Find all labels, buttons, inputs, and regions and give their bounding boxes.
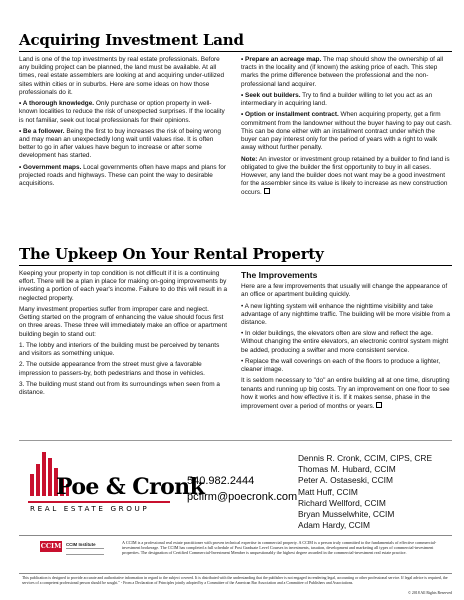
article1-right-column: [241, 56, 452, 201]
a2-right-para-3: • Replace the wall coverings on each of the floors to produce a lighter, cleaner image.: [241, 357, 441, 374]
a1-left-para-1: • A thorough knowledge. Only purchase or option property in well-known localities to reduce the risk of unexpected surprises. If the locality is not familiar, seek out local professionals for their opinions.: [19, 100, 225, 124]
agent-name: Peter A. Ostaseski, CCIM: [298, 475, 393, 486]
article1-title: Acquiring Investment Land: [19, 31, 244, 49]
a2-right-para-0: Here are a few improvements that usually will change the appearance of an office or apartment building quickly.: [241, 283, 448, 299]
article2-title: The Upkeep On Your Rental Property: [19, 245, 324, 263]
article1-left-column: [19, 56, 230, 191]
article2-right-column: [241, 270, 452, 414]
agent-name: Matt Huff, CCIM: [298, 486, 358, 497]
end-mark-icon: [264, 188, 270, 194]
a1-right-para-3: Note: An investor or investment group retained by a builder to find land is obligated to give the builder the first opportunity to buy in all cases. However, any land the builder does not want may be a good investment for the assembler since its value is likely to increase as new construction occurs.: [241, 155, 450, 197]
copyright-text: © 2018 All Rights Reserved: [407, 591, 452, 595]
agent-name: Dennis R. Cronk, CCIM, CIPS, CRE: [298, 453, 433, 463]
a2-left-para-0: Keeping your property in top condition is not difficult if it is a continuing effort. There will be a plan in place for making on-going improvements by investing a portion of each year's income. Failure to do this will result in a neglected property.: [19, 270, 228, 302]
agent-name: Bryan Musselwhite, CCIM: [298, 509, 395, 520]
company-phone[interactable]: 540.982.2444: [187, 475, 255, 487]
a1-left-para-3: • Government maps. Local governments often have maps and plans for projected roads and highways. These can point the way to desirable acquisitions.: [19, 163, 226, 188]
article2-left-column: [19, 270, 230, 400]
ccim-description: A CCIM is a professional real estate practitioner with proven technical expertise in commercial property. A CCIM is a person truly committed to the fundamentals of effective commercial-investment brokerage. The CCIM has completed a full schedule of Post Graduate Level Courses in investments, taxation, development and marketing all types of commercial-investment properties. The designation of Certified Commercial-Investment Member is unquestionably the highest degree awarded in the commercial-investment real estate practice.: [122, 540, 437, 556]
a2-right-para-4: It is seldom necessary to "do" an entire building all at one time, disrupting tenants and running up big costs. Try an improvement on one floor to see how it works and how effective it is. If it makes sense, phase in the improvement over a period of months or years.: [241, 377, 450, 411]
a1-right-para-1: • Seek out builders. Try to find a builder willing to let you act as an intermediary in acquiring land.: [241, 91, 433, 108]
agent-name: Adam Hardy, CCIM: [298, 520, 370, 531]
ccim-top-rule: [19, 535, 452, 536]
a2-left-para-1: Many investment properties suffer from improper care and neglect. Getting started on the program of enhancing the value should focus first on three areas. These three will immediately make an office or apartment building begin to stand out:: [19, 305, 228, 338]
logo-rule: [28, 501, 170, 503]
a2-left-para-2: 1. The lobby and interiors of the building must be perceived by tenants and visitors as something unique.: [19, 341, 220, 358]
a2-left-para-3: 2. The outside appearance from the street must give a favorable impression to passers-by, both pedestrians and those in vehicles.: [19, 361, 205, 377]
company-logo-tagline: REAL ESTATE GROUP: [30, 504, 150, 513]
article1-rule: [19, 51, 452, 52]
a1-left-para-2: • Be a follower. Being the first to buy increases the risk of being wrong and may mean an unexpectedly long wait until values rise. It is often better to go in after values have begun to increase or after some development has started.: [19, 127, 221, 160]
company-email[interactable]: pcfirm@poecronk.com: [187, 491, 298, 503]
footer-top-rule: [19, 440, 452, 441]
article2-rule: [19, 265, 452, 266]
improvements-heading: The Improvements: [241, 270, 318, 280]
disclaimer-text: This publication is designed to provide accurate and authoritative information in regard to the subject covered. It is distributed with the understanding that the publisher is not engaged in rendering legal, accounting or other professional service. If legal advice is required, the services of a competent professional person should be sought." - From a Declaration of Principles jointly adopted by a Committee of the American Bar Association and a Committee of Publishers and Associations.: [22, 576, 448, 585]
disclaimer-rule: [19, 573, 452, 574]
end-mark-icon: [376, 402, 382, 408]
agent-name: Thomas M. Hubard, CCIM: [298, 464, 396, 475]
ccim-badge-icon: CCIM: [40, 542, 62, 550]
a1-left-para-0: Land is one of the top investments by real estate professionals. Before any building project can be planned, the land must be available. At all times, real estate assemblers are looking at and acquiring under-utilized sites within cities or in suburbs. Here are some ideas on how those professionals do it.: [19, 56, 225, 96]
a2-right-para-1: • A new lighting system will enhance the nighttime visibility and take advantage of any nighttime traffic. The building will be more visible from a distance.: [241, 302, 451, 326]
agent-list: [298, 453, 458, 531]
company-logo-name: Poe & Cronk: [56, 474, 205, 500]
a1-right-para-2: • Option or installment contract. When acquiring property, get a firm commitment from the landowner without the buyer having to pay out cash. This can be done either with an installment contract under which the buyer can pay interest only for the period of years with a right to walk away without further penalty.: [241, 111, 452, 152]
a2-right-para-2: • In older buildings, the elevators often are slow and reflect the age. Without changing the entire elevators, an electronic control system might be added, producing a swifter and more consistent service.: [241, 330, 449, 354]
ccim-logo-lines: [66, 548, 104, 555]
a1-right-para-0: • Prepare an acreage map. The map should show the ownership of all tracts in the locality and (if known) the asking price of each. This step marks the prime difference between the professional and the non-professional land acquirer.: [241, 56, 444, 88]
a2-left-para-4: 3. The building must stand out from its surroundings when seen from a distance.: [19, 380, 220, 397]
agent-name: Richard Wellford, CCIM: [298, 497, 386, 508]
ccim-institute-label: CCIM Institute: [66, 542, 96, 547]
